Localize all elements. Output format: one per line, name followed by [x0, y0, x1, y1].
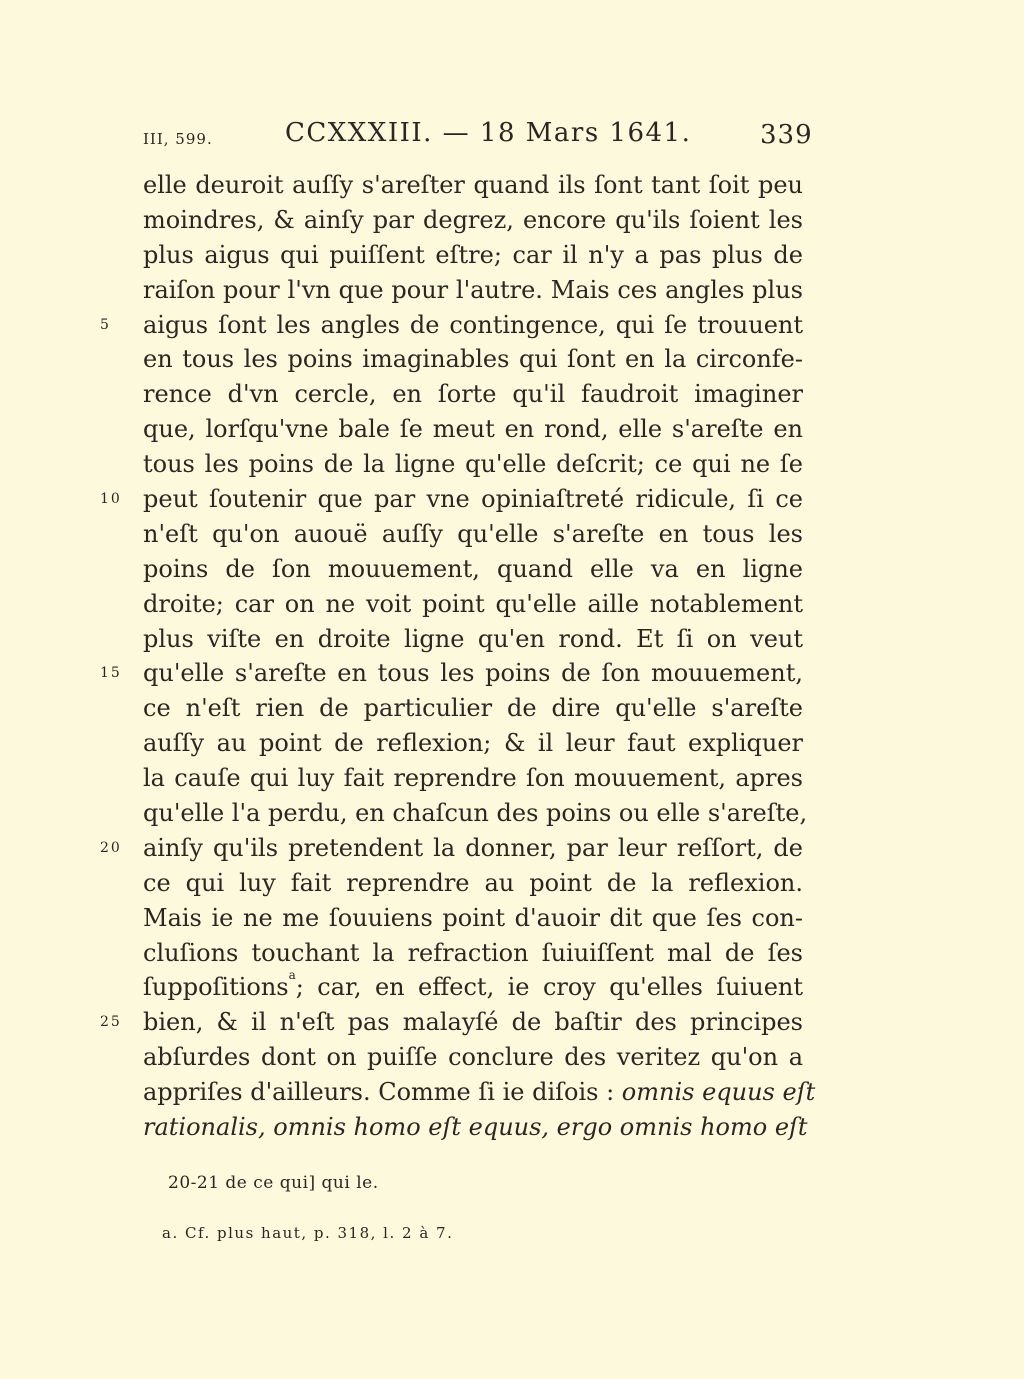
text-line	[143, 412, 803, 447]
text-line	[100, 482, 803, 517]
running-head	[0, 118, 1024, 158]
line-text-before-footnote: ſuppoſitions	[143, 973, 289, 1002]
line-text: qu'elle l'a perdu, en chaſcun des poins ou elle s'areſte,	[143, 799, 808, 828]
text-line	[143, 203, 803, 238]
line-number: 20	[100, 839, 122, 856]
text-line	[143, 1040, 803, 1075]
text-line	[143, 936, 803, 971]
line-text: abſurdes dont on puiſſe conclure des veritez qu'on a	[143, 1043, 803, 1072]
text-line	[143, 726, 803, 761]
line-number: 10	[100, 491, 122, 508]
text-line	[100, 831, 803, 866]
line-number: 15	[100, 665, 122, 682]
text-line	[143, 796, 808, 831]
text-line	[143, 587, 803, 622]
line-text: ce qui luy fait reprendre au point de la reflexion.	[143, 868, 803, 897]
text-line	[143, 761, 803, 796]
text-line	[143, 1110, 808, 1145]
line-text: en tous les poins imaginables qui ſont en la circonfe-	[143, 345, 803, 374]
text-line	[143, 517, 803, 552]
text-line	[143, 273, 803, 308]
volume-reference: III, 599.	[143, 130, 213, 148]
text-line	[143, 691, 803, 726]
text-line	[143, 622, 803, 657]
line-text: peut ſoutenir que par vne opiniaſtreté ridicule, ſi ce	[143, 485, 803, 514]
latin-quotation: omnis equus eſt	[621, 1078, 816, 1107]
line-text: droite; car on ne voit point qu'elle aille notablement	[143, 589, 803, 618]
line-number: 25	[100, 1014, 122, 1031]
text-line	[143, 552, 803, 587]
line-text: la cauſe qui luy fait reprendre ſon mouuement, apres	[143, 764, 803, 793]
line-text: Mais ie ne me ſouuiens point d'auoir dit que ſes con-	[143, 903, 803, 932]
footnote-marker: a	[288, 968, 296, 983]
line-number: 5	[100, 316, 111, 333]
text-line	[143, 238, 803, 273]
text-line	[143, 970, 803, 1005]
text-line	[143, 342, 803, 377]
line-text: n'eſt qu'on auouë auſſy qu'elle s'areſte en tous les	[143, 519, 803, 548]
line-text: auſſy au point de reflexion; & il leur faut expliquer	[143, 729, 803, 758]
text-line	[100, 308, 803, 343]
text-line	[143, 168, 803, 203]
text-line	[143, 866, 803, 901]
text-line	[100, 1005, 803, 1040]
letter-heading: CCXXXIII. — 18 Mars 1641.	[285, 118, 692, 148]
latin-quotation: rationalis, omnis homo eſt equus, ergo omnis homo eſt	[143, 1113, 808, 1142]
line-text: qu'elle s'areſte en tous les poins de ſon mouuement,	[143, 659, 803, 688]
line-text: tous les poins de la ligne qu'elle deſcrit; ce qui ne ſe	[143, 450, 803, 479]
line-text-after-footnote: ; car, en effect, ie croy qu'elles ſuiuent	[295, 973, 803, 1002]
line-text: elle deuroit auſſy s'areſter quand ils ſont tant ſoit peu	[143, 171, 803, 199]
line-text: rence d'vn cercle, en ſorte qu'il faudroit imaginer	[143, 380, 803, 409]
line-text: poins de ſon mouuement, quand elle va en ligne	[143, 554, 803, 583]
line-text: que, lorſqu'vne bale ſe meut en rond, elle s'areſte en	[143, 415, 803, 444]
letter-body	[100, 168, 816, 1145]
line-text: moindres, & ainſy par degrez, encore qu'ils ſoient les	[143, 205, 803, 234]
line-text-roman: appriſes d'ailleurs. Comme ſi ie diſois :	[143, 1078, 622, 1107]
line-text: cluſions touchant la refraction ſuiuiſſent mal de ſes	[143, 938, 803, 967]
text-line	[100, 656, 803, 691]
text-line	[143, 447, 803, 482]
text-line	[143, 377, 803, 412]
line-text: plus viſte en droite ligne qu'en rond. Et ſi on veut	[143, 624, 803, 653]
line-text: ce n'eſt rien de particulier de dire qu'elle s'areſte	[143, 694, 803, 723]
line-text: aigus ſont les angles de contingence, qui ſe trouuent	[143, 310, 803, 339]
line-text: bien, & il n'eſt pas malayſé de baſtir des principes	[143, 1008, 803, 1037]
line-text: ainſy qu'ils pretendent la donner, par leur reſſort, de	[143, 833, 803, 862]
line-text: raiſon pour l'vn que pour l'autre. Mais ces angles plus	[143, 275, 803, 304]
text-line	[143, 1075, 816, 1110]
line-text: plus aigus qui puiſſent eſtre; car il n'y a pas plus de	[143, 240, 803, 269]
text-line	[143, 901, 803, 936]
page-number: 339	[760, 120, 813, 150]
variant-note: 20-21 de ce qui] qui le.	[168, 1173, 379, 1193]
footnote: a. Cf. plus haut, p. 318, l. 2 à 7.	[162, 1224, 454, 1242]
